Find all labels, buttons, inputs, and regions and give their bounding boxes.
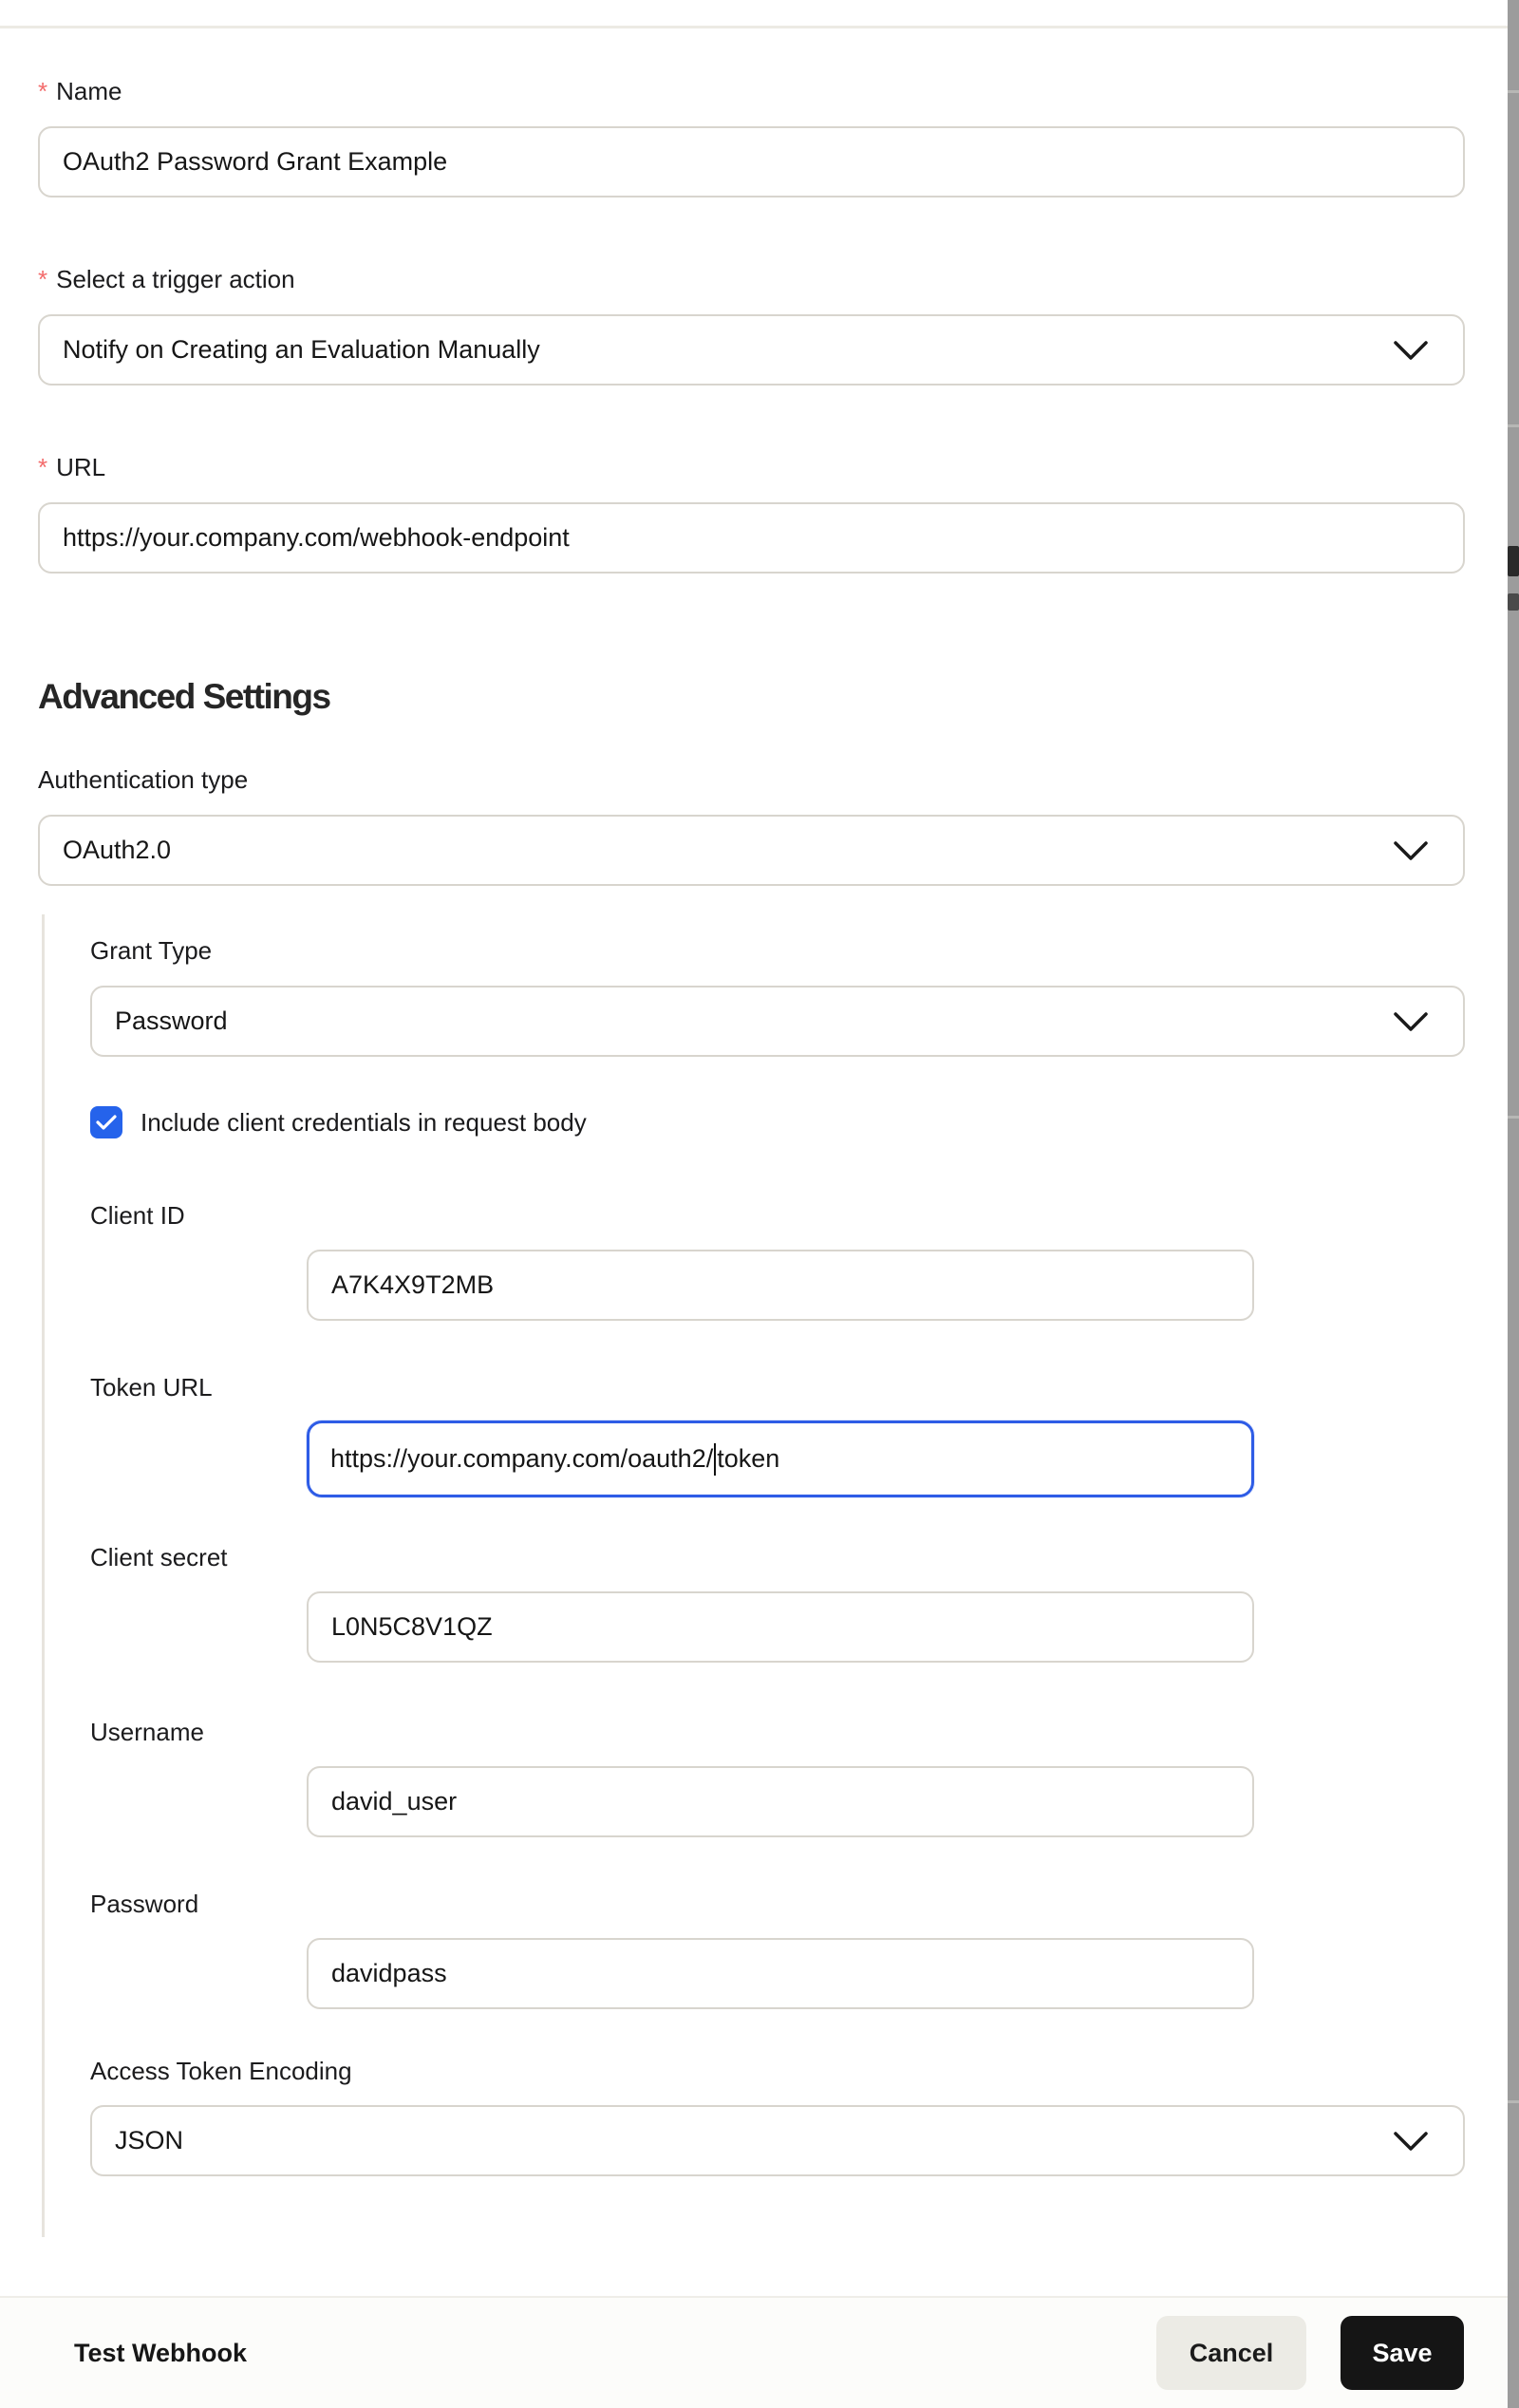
name-label	[38, 77, 1465, 105]
test-webhook-button[interactable]: Test Webhook	[74, 2338, 248, 2367]
url-label	[38, 453, 1465, 481]
chevron-down-icon	[1393, 840, 1429, 861]
chevron-down-icon	[1393, 1011, 1429, 1032]
auth-type-label	[38, 765, 1465, 794]
client-secret-label: Client secret	[90, 1543, 228, 1571]
token-url-value-after-cursor: token	[717, 1444, 780, 1473]
webhook-form	[0, 28, 1508, 2237]
auth-type-select-value: OAuth2.0	[63, 836, 172, 864]
include-credentials-row	[90, 1106, 1465, 1138]
advanced-settings-heading: Advanced Settings	[38, 677, 330, 716]
grant-type-select-value: Password	[115, 1006, 228, 1035]
include-credentials-checkbox[interactable]	[90, 1106, 122, 1138]
save-button[interactable]: Save	[1341, 2316, 1464, 2390]
name-label-text: Name	[56, 77, 122, 105]
drawer-footer	[0, 2296, 1508, 2408]
chevron-down-icon	[1393, 2131, 1429, 2152]
token-url-value-before-cursor: https://your.company.com/oauth2/	[330, 1444, 714, 1473]
auth-type-label-text: Authentication type	[38, 765, 249, 794]
text-cursor	[714, 1443, 716, 1476]
clipped-divider-fragment	[1508, 1116, 1519, 1119]
trigger-label-text: Select a trigger action	[56, 265, 295, 293]
url-input[interactable]	[38, 502, 1465, 574]
clipped-text-fragment	[1508, 546, 1519, 576]
grant-type-label-text: Grant Type	[90, 936, 213, 965]
clipped-divider-fragment	[1508, 90, 1519, 93]
username-input[interactable]	[307, 1766, 1254, 1837]
oauth2-settings-section	[42, 914, 1465, 2237]
footer-actions	[1156, 2316, 1464, 2390]
cancel-button[interactable]: Cancel	[1156, 2316, 1306, 2390]
client-secret-input[interactable]	[307, 1591, 1254, 1663]
password-label: Password	[90, 1890, 199, 1918]
clipped-divider-fragment	[1508, 424, 1519, 427]
trigger-select-value: Notify on Creating an Evaluation Manually	[63, 335, 540, 364]
token-url-input[interactable]	[307, 1420, 1254, 1497]
password-input[interactable]	[307, 1938, 1254, 2009]
token-encoding-label: Access Token Encoding	[90, 2057, 352, 2085]
url-label-text: URL	[56, 453, 106, 481]
username-label: Username	[90, 1718, 204, 1746]
name-input[interactable]	[38, 126, 1465, 198]
required-asterisk: *	[38, 77, 48, 105]
token-url-label: Token URL	[90, 1373, 213, 1402]
trigger-label	[38, 265, 1465, 293]
client-id-label: Client ID	[90, 1201, 185, 1230]
include-credentials-label[interactable]: Include client credentials in request body	[141, 1107, 587, 1137]
grant-type-select[interactable]	[90, 986, 1465, 1057]
required-asterisk: *	[38, 453, 48, 481]
required-asterisk: *	[38, 265, 48, 293]
auth-type-select[interactable]	[38, 815, 1465, 886]
clipped-divider-fragment	[1508, 2100, 1519, 2103]
trigger-select[interactable]	[38, 314, 1465, 386]
client-id-input[interactable]	[307, 1250, 1254, 1321]
token-encoding-select-value: JSON	[115, 2126, 184, 2154]
chevron-down-icon	[1393, 340, 1429, 361]
grant-type-label	[90, 936, 1465, 965]
clipped-text-fragment	[1508, 593, 1519, 611]
check-icon	[96, 1114, 117, 1131]
background-page-sliver	[1508, 0, 1519, 2408]
token-encoding-select[interactable]	[90, 2105, 1465, 2176]
